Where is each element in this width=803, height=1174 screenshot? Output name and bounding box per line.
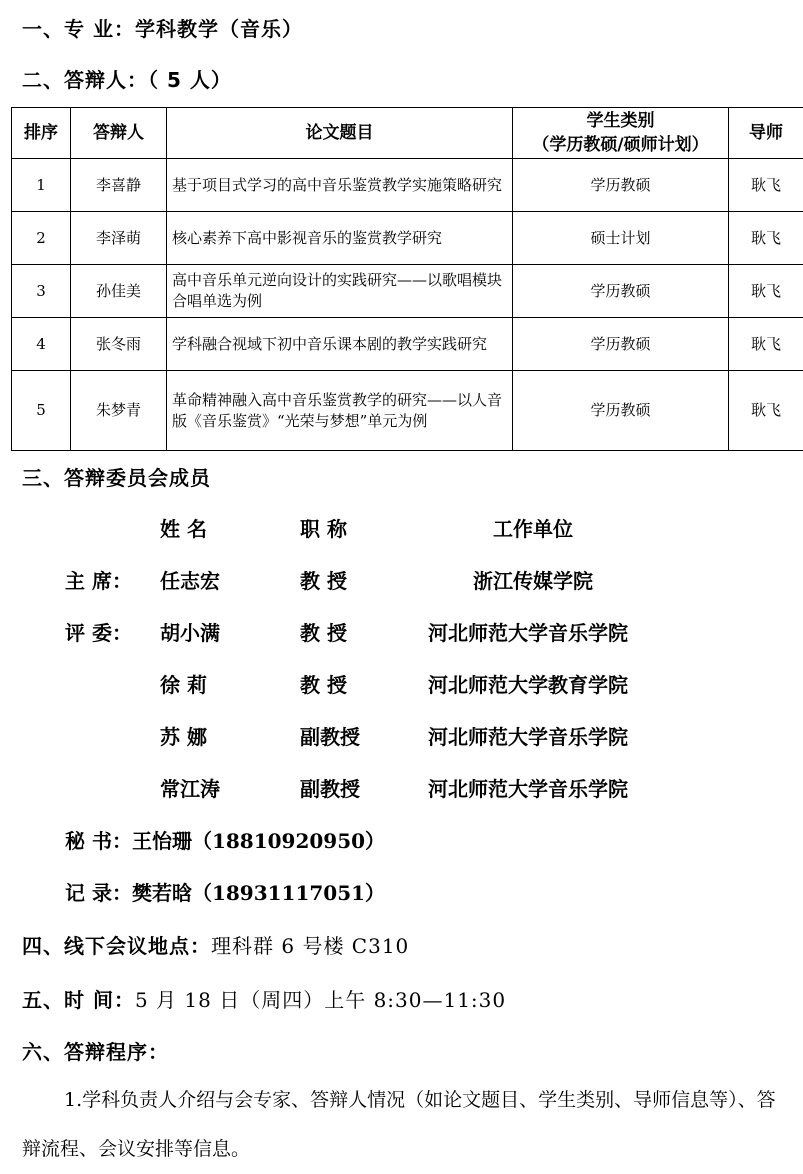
secretary-phone: 18810920950: [212, 829, 365, 853]
committee-member-rank: 副教授: [300, 721, 360, 750]
time-value: 5 月 18 日（周四）上午 8:30—11:30: [135, 988, 506, 1012]
row-person: 张冬雨: [71, 318, 167, 371]
table-row: [12, 265, 803, 318]
member-role: 评 委：: [65, 617, 132, 646]
committee-member-unit: 河北师范大学音乐学院: [428, 617, 628, 646]
committee-header-unit: 工作单位: [428, 513, 638, 542]
recorder-label: 记 录：: [65, 881, 132, 905]
committee-member-rank: 教 授: [300, 669, 347, 698]
secretary-label: 秘 书：: [65, 829, 132, 853]
major-label: 一、专 业：: [22, 17, 135, 41]
row-advisor: 耿飞: [729, 159, 803, 212]
row-no: 4: [12, 318, 71, 371]
committee-member-rank: 副教授: [300, 773, 360, 802]
row-title: 革命精神融入高中音乐鉴赏教学的研究——以人音版《音乐鉴赏》“光荣与梦想”单元为例: [167, 371, 513, 451]
committee-member-unit: 浙江传媒学院: [428, 565, 638, 594]
recorder-line: 记 录：樊若晗（18931117051）: [65, 877, 385, 906]
row-type: 学历教硕: [513, 318, 729, 371]
header-type-line1: 学生类别: [517, 109, 724, 133]
committee-member-name: 常江涛: [160, 773, 220, 802]
chair-role: 主 席：: [65, 565, 132, 594]
table-row: [12, 318, 803, 371]
location-label: 四、线下会议地点：: [22, 934, 211, 958]
header-type-line2: （学历教硕/硕师计划）: [517, 133, 724, 157]
section-defenders: [22, 64, 232, 93]
committee-header-rank: 职 称: [300, 513, 347, 542]
section-major: [22, 13, 303, 42]
table-header-row: [12, 108, 803, 159]
section-location: [22, 930, 409, 959]
table-row: [12, 212, 803, 265]
header-person: 答辩人: [71, 108, 167, 159]
table-row: [12, 371, 803, 451]
row-title: 基于项目式学习的高中音乐鉴赏教学实施策略研究: [167, 159, 513, 212]
row-title: 学科融合视域下初中音乐课本剧的教学实践研究: [167, 318, 513, 371]
defenders-label: 二、答辩人：: [22, 68, 148, 92]
row-advisor: 耿飞: [729, 371, 803, 451]
row-title: 高中音乐单元逆向设计的实践研究——以歌唱模块合唱单选为例: [167, 265, 513, 318]
time-label: 五、时 间：: [22, 988, 135, 1012]
committee-member-unit: 河北师范大学教育学院: [428, 669, 628, 698]
row-person: 李泽萌: [71, 212, 167, 265]
row-advisor: 耿飞: [729, 212, 803, 265]
row-type: 硕士计划: [513, 212, 729, 265]
header-advisor: 导师: [729, 108, 803, 159]
row-no: 2: [12, 212, 71, 265]
row-person: 李喜静: [71, 159, 167, 212]
committee-member-name: 徐 莉: [160, 669, 207, 698]
section-time: [22, 984, 506, 1013]
committee-member-unit: 河北师范大学音乐学院: [428, 773, 628, 802]
committee-member-rank: 教 授: [300, 617, 347, 646]
row-no: 3: [12, 265, 71, 318]
header-no: 排序: [12, 108, 71, 159]
committee-member-name: 任志宏: [160, 565, 220, 594]
secretary-name: 王怡珊: [132, 829, 192, 853]
row-no: 5: [12, 371, 71, 451]
committee-member-rank: 教 授: [300, 565, 347, 594]
defenders-count: （ 5 人）: [148, 68, 232, 92]
recorder-phone: 18931117051: [212, 881, 365, 905]
committee-member-name: 苏 娜: [160, 721, 207, 750]
location-value: 理科群 6 号楼 C310: [211, 934, 409, 958]
section-procedure: 六、答辩程序：: [22, 1036, 169, 1065]
recorder-name: 樊若晗: [132, 881, 192, 905]
row-type: 学历教硕: [513, 159, 729, 212]
committee-member-unit: 河北师范大学音乐学院: [428, 721, 628, 750]
committee-header-name: 姓 名: [160, 513, 207, 542]
section-committee: 三、答辩委员会成员: [22, 462, 211, 491]
header-type: [513, 108, 729, 159]
committee-member-name: 胡小满: [160, 617, 220, 646]
defense-table: [11, 107, 803, 451]
row-advisor: 耿飞: [729, 265, 803, 318]
header-title: 论文题目: [167, 108, 513, 159]
row-title: 核心素养下高中影视音乐的鉴赏教学研究: [167, 212, 513, 265]
row-type: 学历教硕: [513, 371, 729, 451]
row-type: 学历教硕: [513, 265, 729, 318]
row-person: 朱梦青: [71, 371, 167, 451]
major-value: 学科教学（音乐）: [135, 17, 303, 41]
secretary-line: 秘 书：王怡珊（18810920950）: [65, 825, 385, 854]
procedure-paragraph: 1.学科负责人介绍与会专家、答辩人情况（如论文题目、学生类别、导师信息等）、答辩流程、会议安排等信息。: [22, 1076, 792, 1174]
row-person: 孙佳美: [71, 265, 167, 318]
row-no: 1: [12, 159, 71, 212]
table-row: [12, 159, 803, 212]
row-advisor: 耿飞: [729, 318, 803, 371]
